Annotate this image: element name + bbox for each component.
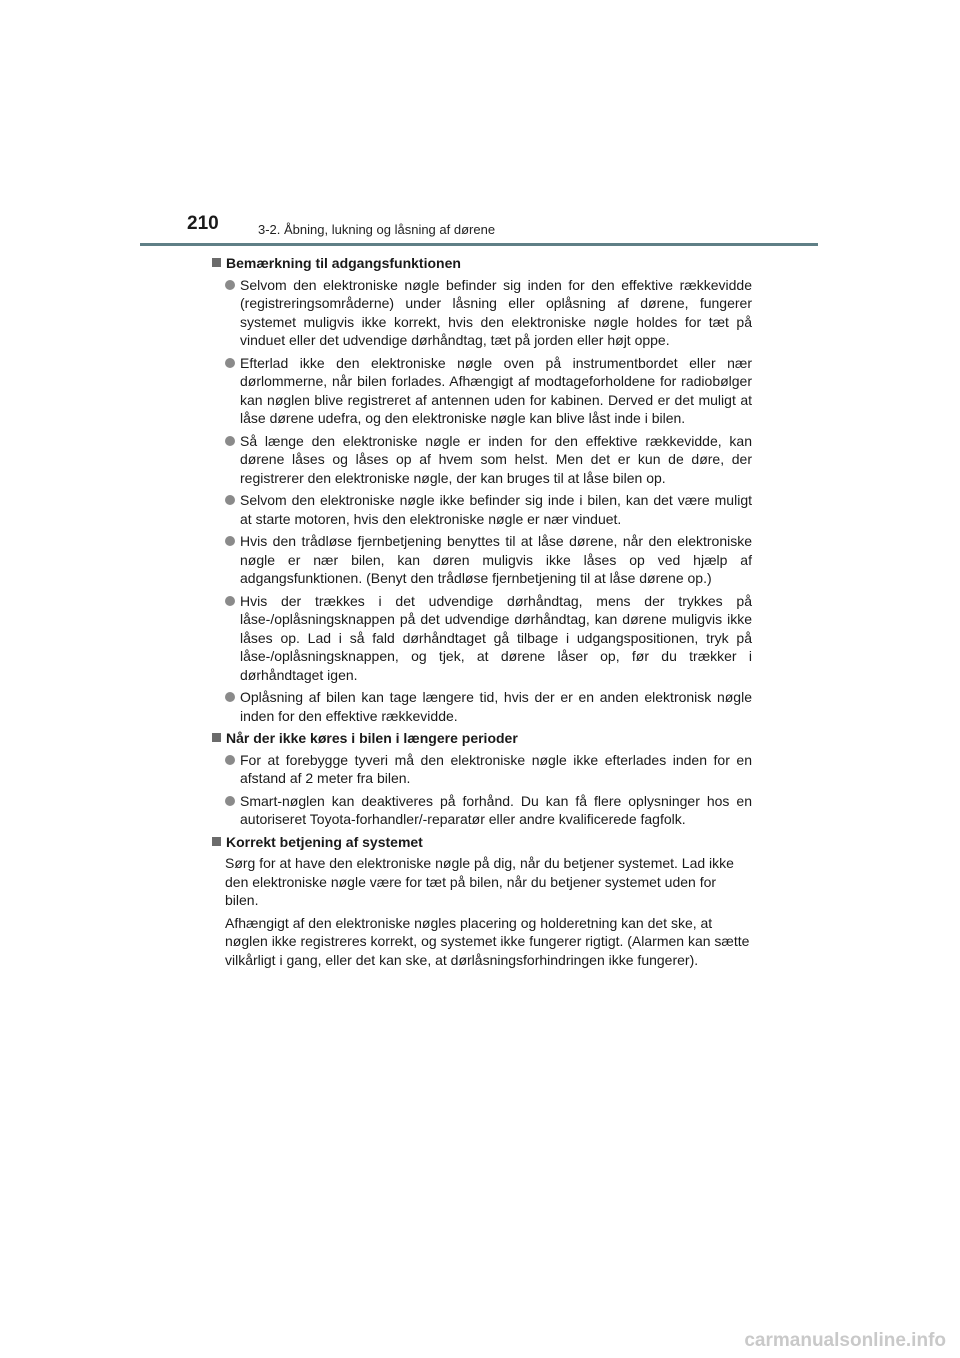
- list-item: Smart-nøglen kan deaktiveres på forhånd. Du kan få flere oplysninger hos en autoriseret Toyota-forhandler/-reparatør eller andre kvalificerede fagfolk.: [212, 792, 752, 829]
- square-bullet-icon: [212, 258, 221, 267]
- section-heading: Når der ikke køres i bilen i længere perioder: [212, 729, 752, 748]
- list-item: Efterlad ikke den elektroniske nøgle oven på instrumentbordet eller nær dørlommerne, når bilen forlades. Afhængigt af modtageforholdene for radiobølger kan nøglen blive registreret af antennen uden for kabinen. Derved er det muligt at låse dørene udefra, og den elektroniske nøgle kan blive låst inde i bilen.: [212, 354, 752, 428]
- circle-bullet-icon: [225, 755, 235, 765]
- section-heading: Bemærkning til adgangsfunktionen: [212, 254, 752, 273]
- section-heading: Korrekt betjening af systemet: [212, 833, 752, 852]
- list-item: Hvis der trækkes i det udvendige dørhåndtag, mens der trykkes på låse-/oplåsningsknappen på det udvendige dørhåndtag, kan dørene muligvis ikke låses op. Lad i så fald dørhåndtaget gå tilbage i udgangspositionen, tryk på låse-/oplåsningsknappen, og tjek, at dørene låser op, før du trækker i dørhåndtaget igen.: [212, 592, 752, 685]
- list-item: Selvom den elektroniske nøgle befinder sig inden for den effektive rækkevidde (registreringsområderne) under låsning eller oplåsning af dørene, fungerer systemet muligvis ikke korrekt, hvis den elektroniske nøgle holdes for tæt på vinduet eller det udvendige dørhåndtag, tæt på jorden eller højt oppe.: [212, 276, 752, 350]
- circle-bullet-icon: [225, 495, 235, 505]
- list-item: Oplåsning af bilen kan tage længere tid, hvis der er en anden elektronisk nøgle inden for den effektive rækkevidde.: [212, 688, 752, 725]
- section-title: 3-2. Åbning, lukning og låsning af dørene: [258, 222, 496, 237]
- circle-bullet-icon: [225, 692, 235, 702]
- list-item: Så længe den elektroniske nøgle er inden for den effektive rækkevidde, kan dørene låses og låses op af hvem som helst. Men det er kun de døre, der registrerer den elektroniske nøgle, der kan bruges til at låse bilen op.: [212, 432, 752, 488]
- paragraph: Sørg for at have den elektroniske nøgle på dig, når du betjener systemet. Lad ikke den elektroniske nøgle være for tæt på bilen, når du betjener systemet uden for bilen.: [225, 855, 734, 908]
- list-item: Selvom den elektroniske nøgle ikke befinder sig inde i bilen, kan det være muligt at starte motoren, hvis den elektroniske nøgle er nær vinduet.: [212, 491, 752, 528]
- watermark: carmanualsonline.info: [744, 1330, 946, 1351]
- circle-bullet-icon: [225, 536, 235, 546]
- circle-bullet-icon: [225, 796, 235, 806]
- section-access-notes: [212, 254, 752, 725]
- circle-bullet-icon: [225, 596, 235, 606]
- circle-bullet-icon: [225, 436, 235, 446]
- header-divider: [140, 243, 818, 246]
- list-item: For at forebygge tyveri må den elektroniske nøgle ikke efterlades inden for en afstand af 2 meter fra bilen.: [212, 751, 752, 788]
- paragraph: Afhængigt af den elektroniske nøgles placering og holderetning kan det ske, at nøglen ikke registreres korrekt, og systemet ikke fungerer rigtigt. (Alarmen kan sætte vilkårligt i gang, eller det kan ske, at dørlåsningsforhindringen ikke fungerer).: [225, 914, 750, 968]
- square-bullet-icon: [212, 733, 221, 742]
- circle-bullet-icon: [225, 280, 235, 290]
- page-header: [187, 213, 818, 247]
- section-correct-operation: [212, 833, 752, 970]
- section-long-periods: [212, 729, 752, 829]
- square-bullet-icon: [212, 837, 221, 846]
- page-content: [212, 254, 752, 973]
- list-item: Hvis den trådløse fjernbetjening benyttes til at låse dørene, når den elektroniske nøgle er nær bilen, kan døren muligvis ikke låses op ved hjælp af adgangsfunktionen. (Benyt den trådløse fjernbetjening til at låse dørene op.): [212, 532, 752, 588]
- circle-bullet-icon: [225, 358, 235, 368]
- page-number: 210: [187, 213, 219, 234]
